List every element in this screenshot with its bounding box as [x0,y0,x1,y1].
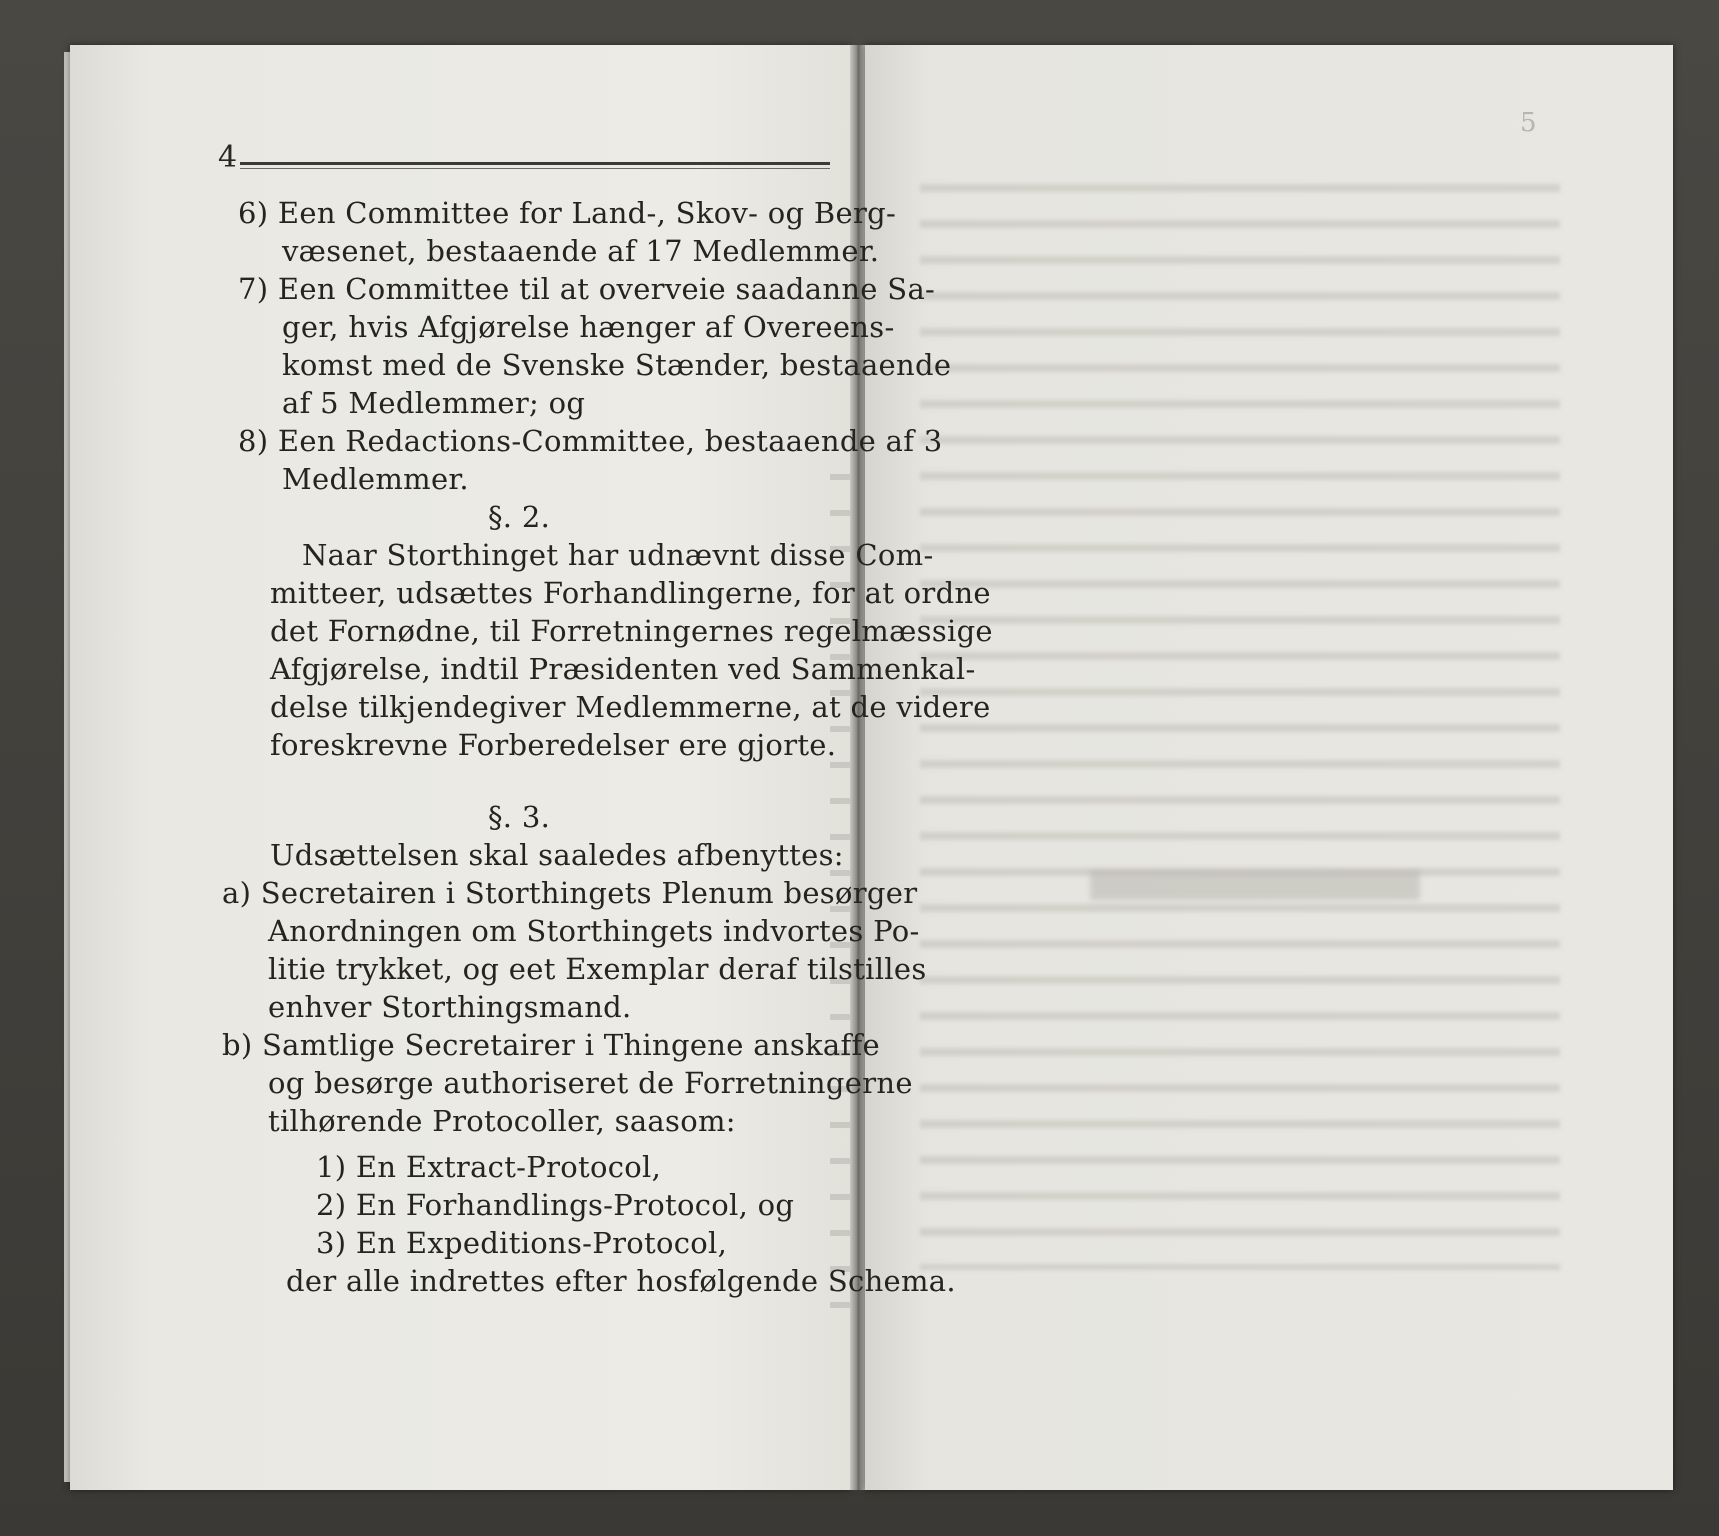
text-line: Afgjørelse, indtil Præsidenten ved Sammenkal- [270,652,976,686]
text-line: komst med de Svenske Stænder, bestaaende [282,348,952,382]
text-line: enhver Storthingsmand. [268,990,632,1024]
text-line: og besørge authoriseret de Forretningerne [268,1066,913,1100]
text-line: væsenet, bestaaende af 17 Medlemmer. [282,234,880,268]
text-line: delse tilkjendegiver Medlemmerne, at de videre [270,690,991,724]
text-line: b) Samtlige Secretairer i Thingene anskaffe [222,1028,881,1062]
text-line: 7) Een Committee til at overveie saadanne Sa- [238,272,936,306]
text-line: 2) En Forhandlings-Protocol, og [316,1188,795,1222]
text-line: det Fornødne, til Forretningernes regelmæssige [270,614,993,648]
text-line: Naar Storthinget har udnævnt disse Com- [302,538,934,572]
header-rule [240,162,830,165]
text-line: ger, hvis Afgjørelse hænger af Overeens- [282,310,895,344]
text-line: a) Secretairen i Storthingets Plenum besørger [222,876,918,910]
right-page-bleed-heading [1090,870,1420,900]
text-line: foreskrevne Forberedelser ere gjorte. [270,728,837,762]
section-heading: §. 2. [488,500,551,534]
text-line: Udsættelsen skal saaledes afbenyttes: [270,838,844,872]
text-line: 3) En Expeditions-Protocol, [316,1226,728,1260]
text-line: 1) En Extract-Protocol, [316,1150,662,1184]
text-line: Medlemmer. [282,462,469,496]
text-line: Anordningen om Storthingets indvortes Po- [268,914,920,948]
text-line: der alle indrettes efter hosfølgende Schema. [286,1264,956,1298]
text-line: mitteer, udsættes Forhandlingerne, for at ordne [270,576,991,610]
text-line: 6) Een Committee for Land-, Skov- og Berg- [238,196,897,230]
header-rule-thin [240,168,830,169]
section-heading: §. 3. [488,800,551,834]
right-page-number: 5 [1520,108,1537,138]
left-page-number: 4 [218,140,238,175]
text-line: 8) Een Redactions-Committee, bestaaende af 3 [238,424,943,458]
text-line: tilhørende Protocoller, saasom: [268,1104,736,1138]
text-line: af 5 Medlemmer; og [282,386,586,420]
right-page-bleed-through [920,170,1560,1270]
text-line: litie trykket, og eet Exemplar deraf tilstilles [268,952,927,986]
